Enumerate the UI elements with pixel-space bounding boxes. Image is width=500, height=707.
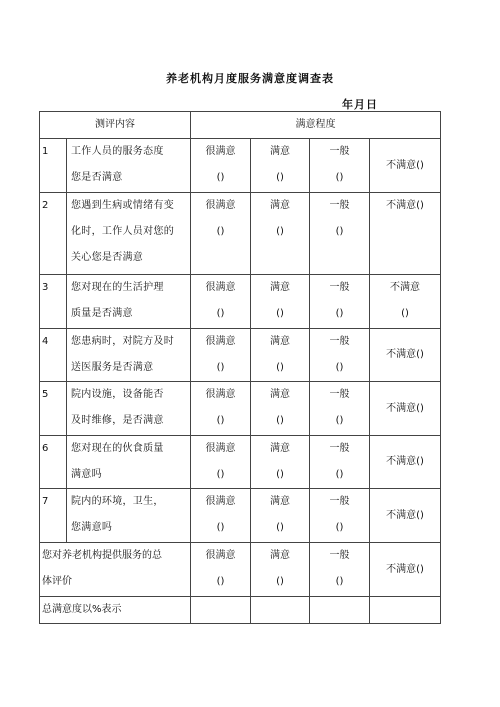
option-unsatisfied[interactable]: 不满意() [370,489,441,543]
row-question [67,139,191,193]
option-label: 一般 [329,389,350,400]
row-number: 2 [40,193,67,275]
option-unsatisfied[interactable]: 不满意() [370,193,441,275]
option-normal[interactable] [310,489,370,543]
option-normal[interactable] [310,193,370,275]
option-paren: () [276,576,284,587]
question-line: 您对现在的生活护理 [71,282,164,293]
option-satisfied[interactable] [251,275,310,329]
option-label: 满意 [270,282,290,293]
row-question [67,382,191,436]
question-line: 您患病时，对院方及时 [71,336,174,347]
option-normal[interactable] [310,275,370,329]
total-cell-very[interactable] [191,597,251,624]
option-label: 满意 [270,496,290,507]
row-number: 7 [40,489,67,543]
option-satisfied[interactable] [251,139,310,193]
option-paren: () [216,576,225,587]
total-cell-ok[interactable] [251,597,310,624]
question-line: 您是否满意 [71,172,123,183]
option-label: 满意 [270,389,290,400]
row-question [67,436,191,489]
table-row [40,382,441,436]
option-label: 很满意 [205,282,236,293]
option-paren: () [335,522,344,533]
question-line: 及时维修，是否满意 [71,415,164,426]
question-line: 化时，工作人员对您的 [71,226,174,237]
header-satisfaction: 满意程度 [191,112,441,139]
option-label: 一般 [329,146,350,157]
total-label: 总满意度以%表示 [40,597,191,624]
option-label: 满意 [270,200,290,211]
option-satisfied[interactable] [251,489,310,543]
option-paren: () [216,469,225,480]
option-paren: () [216,362,225,373]
option-label: 满意 [270,146,290,157]
option-paren: () [335,308,344,319]
option-very-satisfied[interactable] [191,436,251,489]
question-line: 关心您是否满意 [71,252,144,263]
option-paren: () [335,576,344,587]
option-paren: () [216,308,225,319]
option-paren: () [276,172,284,183]
option-unsatisfied[interactable]: 不满意() [370,329,441,382]
question-line: 工作人员的服务态度 [71,146,164,157]
total-cell-bad[interactable] [370,597,441,624]
table-row [40,275,441,329]
option-label: 很满意 [205,443,236,454]
header-row [40,112,441,139]
option-very-satisfied[interactable] [191,139,251,193]
option-paren: () [276,308,284,319]
question-line: 满意吗 [71,469,102,480]
option-satisfied[interactable] [251,543,310,597]
option-paren: () [276,362,284,373]
question-line: 您对养老机构提供服务的总 [42,550,162,561]
option-label: 很满意 [205,550,236,561]
option-paren: () [335,469,344,480]
option-unsatisfied[interactable]: 不满意() [370,139,441,193]
option-very-satisfied[interactable] [191,193,251,275]
row-number: 5 [40,382,67,436]
option-paren: () [216,415,225,426]
option-label: 很满意 [205,336,236,347]
option-label: 很满意 [205,146,236,157]
option-label: 很满意 [205,496,236,507]
form-title: 养老机构月度服务满意度调查表 [166,72,334,85]
row-number: 1 [40,139,67,193]
option-label: 不满意 [390,282,420,293]
option-paren: () [276,415,284,426]
overall-question [40,543,191,597]
option-label: 一般 [329,550,350,561]
question-line: 您满意吗 [71,522,113,533]
option-label: 一般 [329,336,350,347]
option-label: 一般 [329,200,350,211]
option-label: 一般 [329,443,350,454]
question-line: 您遇到生病或情绪有变 [71,200,174,211]
header-content: 测评内容 [40,112,191,139]
option-unsatisfied[interactable]: 不满意() [370,436,441,489]
option-unsatisfied[interactable]: 不满意() [370,543,441,597]
table-row [40,329,441,382]
option-satisfied[interactable] [251,436,310,489]
row-question [67,489,191,543]
question-line: 质量是否满意 [71,308,133,319]
option-normal[interactable] [310,543,370,597]
option-paren: () [216,226,225,237]
row-number: 3 [40,275,67,329]
total-row [40,597,441,624]
row-question [67,193,191,275]
option-unsatisfied[interactable]: 不满意() [370,382,441,436]
option-paren: () [216,172,225,183]
option-satisfied[interactable] [251,382,310,436]
table-row [40,193,441,275]
option-paren: () [276,469,284,480]
option-paren: () [216,522,225,533]
option-normal[interactable] [310,139,370,193]
option-label: 一般 [329,496,350,507]
option-label: 一般 [329,282,350,293]
question-line: 院内的环境，卫生， [71,496,164,507]
overall-row [40,543,441,597]
question-line: 送医服务是否满意 [71,362,154,373]
option-label: 满意 [270,550,290,561]
option-label: 满意 [270,443,290,454]
option-unsatisfied[interactable] [370,275,441,329]
total-cell-normal[interactable] [310,597,370,624]
option-paren: () [335,362,344,373]
option-very-satisfied[interactable] [191,543,251,597]
option-label: 满意 [270,336,290,347]
row-question [67,329,191,382]
option-label: 很满意 [205,200,236,211]
option-normal[interactable] [310,436,370,489]
table-row [40,139,441,193]
option-satisfied[interactable] [251,329,310,382]
option-paren: () [335,226,344,237]
date-label: 年月日 [342,98,378,111]
table-row [40,489,441,543]
option-very-satisfied[interactable] [191,489,251,543]
option-normal[interactable] [310,382,370,436]
option-paren: () [335,415,344,426]
option-label: 很满意 [205,389,236,400]
survey-table [39,111,441,624]
option-satisfied[interactable] [251,193,310,275]
option-paren: () [335,172,344,183]
row-number: 6 [40,436,67,489]
row-number: 4 [40,329,67,382]
option-very-satisfied[interactable] [191,275,251,329]
table-row [40,436,441,489]
option-paren: () [276,226,284,237]
question-line: 院内设施，设备能否 [71,389,164,400]
option-normal[interactable] [310,329,370,382]
row-question [67,275,191,329]
option-paren: () [276,522,284,533]
option-very-satisfied[interactable] [191,329,251,382]
question-line: 您对现在的伙食质量 [71,443,164,454]
option-very-satisfied[interactable] [191,382,251,436]
option-paren: () [401,308,409,319]
question-line: 体评价 [42,576,72,587]
